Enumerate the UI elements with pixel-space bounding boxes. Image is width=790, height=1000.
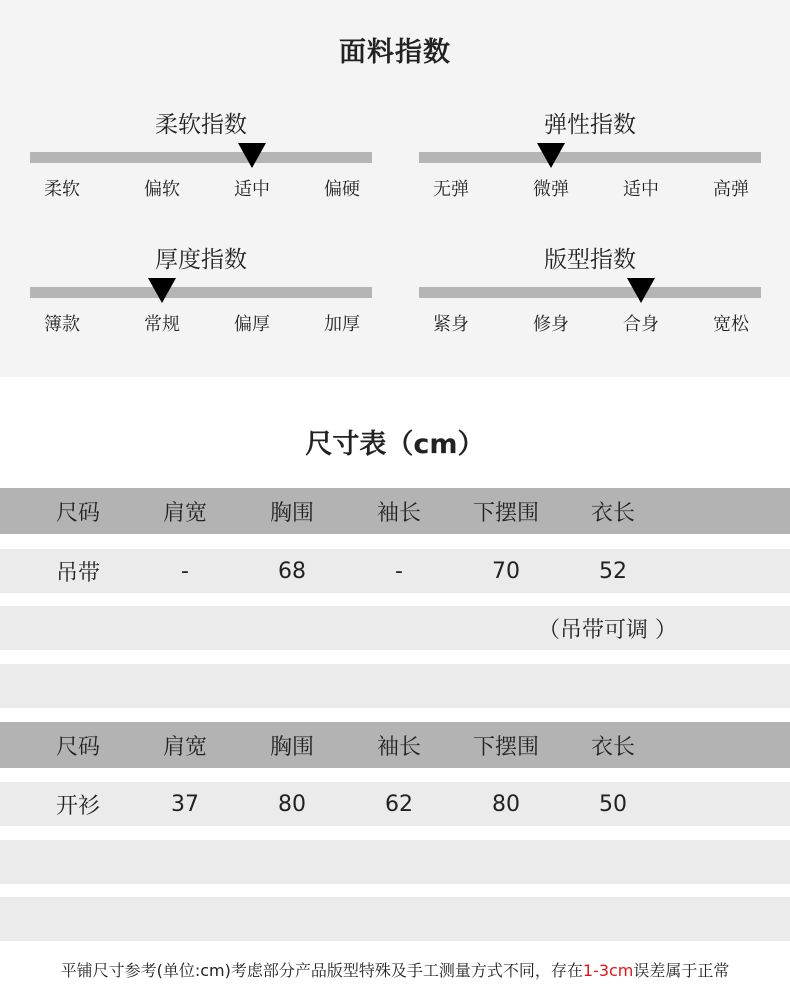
thickness-label: 加厚 [324, 314, 360, 335]
thickness-index-bar [30, 287, 372, 298]
thickness-label: 常规 [144, 314, 180, 335]
fit-label: 宽松 [713, 314, 749, 335]
measurement-footnote [0, 958, 790, 981]
elasticity-index-labels [419, 175, 761, 199]
table-row-empty [0, 840, 790, 884]
size-chart-title: 尺寸表（cm） [305, 429, 485, 460]
header-length: 衣长 [590, 734, 636, 760]
cell-sleeve: - [395, 558, 403, 584]
cell-size: 吊带 [55, 560, 101, 586]
fit-index-bar [419, 287, 761, 298]
fit-marker-icon [627, 278, 655, 303]
fit-label: 合身 [623, 314, 659, 335]
elasticity-index-bar [419, 152, 761, 163]
elasticity-marker-icon [537, 143, 565, 168]
softness-label: 偏软 [144, 179, 180, 200]
footnote-text-after: 误差属于正常 [633, 961, 730, 980]
header-hem: 下摆围 [472, 734, 540, 760]
fit-index-title: 版型指数 [544, 247, 636, 273]
elasticity-index-title: 弹性指数 [544, 112, 636, 138]
thickness-label: 簿款 [44, 314, 80, 335]
cell-hem: 70 [492, 558, 520, 584]
fabric-index-title: 面料指数 [339, 37, 451, 68]
cell-length: 50 [599, 791, 627, 817]
thickness-index-labels [30, 310, 372, 334]
fabric-index-panel [0, 0, 790, 377]
table-row [0, 549, 790, 593]
cell-chest: 80 [278, 791, 306, 817]
elasticity-label: 无弹 [433, 179, 469, 200]
softness-label: 偏硬 [324, 179, 360, 200]
softness-label: 适中 [234, 179, 270, 200]
thickness-label: 偏厚 [234, 314, 270, 335]
softness-marker-icon [238, 143, 266, 168]
header-sleeve: 袖长 [376, 500, 422, 526]
size-table-header-row [0, 722, 790, 768]
size-table-header-row [0, 488, 790, 534]
table-row [0, 606, 790, 650]
softness-label: 柔软 [44, 179, 80, 200]
footnote-error-range: 1-3cm [582, 961, 634, 980]
cell-length: 52 [599, 558, 627, 584]
fit-label: 修身 [533, 314, 569, 335]
cell-shoulder: - [181, 558, 189, 584]
header-shoulder: 肩宽 [162, 734, 208, 760]
header-chest: 胸围 [269, 500, 315, 526]
header-size: 尺码 [55, 500, 101, 526]
fit-label: 紧身 [433, 314, 469, 335]
strap-adjustable-note: （吊带可调 ） [538, 617, 677, 643]
softness-index-bar [30, 152, 372, 163]
header-hem: 下摆围 [472, 500, 540, 526]
header-shoulder: 肩宽 [162, 500, 208, 526]
cell-sleeve: 62 [385, 791, 413, 817]
thickness-marker-icon [148, 278, 176, 303]
thickness-index-title: 厚度指数 [155, 247, 247, 273]
fit-index-labels [419, 310, 761, 334]
header-size: 尺码 [55, 734, 101, 760]
header-length: 衣长 [590, 500, 636, 526]
cell-size: 开衫 [55, 793, 101, 819]
cell-hem: 80 [492, 791, 520, 817]
header-chest: 胸围 [269, 734, 315, 760]
elasticity-label: 适中 [623, 179, 659, 200]
table-row [0, 782, 790, 826]
softness-index-labels [30, 175, 372, 199]
elasticity-label: 微弹 [533, 179, 569, 200]
table-row-empty [0, 664, 790, 708]
header-sleeve: 袖长 [376, 734, 422, 760]
elasticity-label: 高弹 [713, 179, 749, 200]
table-row-empty [0, 897, 790, 941]
cell-shoulder: 37 [171, 791, 199, 817]
softness-index-title: 柔软指数 [155, 112, 247, 138]
cell-chest: 68 [278, 558, 306, 584]
footnote-text-before: 平铺尺寸参考(单位:cm)考虑部分产品版型特殊及手工测量方式不同，存在 [60, 961, 583, 980]
